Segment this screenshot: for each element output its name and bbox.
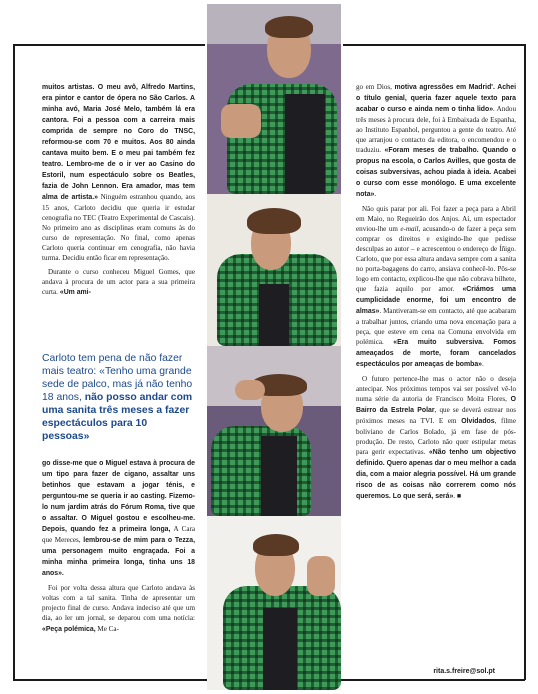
paragraph: Foi por volta dessa altura que Carloto andava às voltas com a tal sanita. Tinha de apresentar um projecto final de curso. Andava indeciso até que um dia, ao ler um jornal, se deparou com uma notícia: «Peça polémica, Me Ca- (42, 584, 195, 633)
right-border (524, 44, 526, 680)
paragraph: muitos artistas. O meu avô, Alfredo Martins, era pintor e cantor de ópera no São Carlos. A minha avó, Maria José Melo, também lá era cantora. Foi a pessoa com a carreira mais comprida de sempre no Coro do TNSC, reformou-se com 70 e muitos. Aos 80 ainda cantava muito bem. E o meu pai também fez teatro. Lembro-me de o ir ver ao Casino do Estoril, num espectáculo sobre os Beatles, fazia de John Lennon. Era amador, mas tem alma de artista.» Ninguém estranhou quando, aos 15 anos, Carloto decidiu que queria ir estudar cenografia no TEC (Teatro Experimental de Cascais). No primeiro ano as disciplinas eram comuns às do curso de representação. No final, como apenas Carloto queria continuar em cenografia, não havia turma. Decidiu então ficar em representação. (42, 84, 195, 262)
photo-3 (207, 346, 341, 516)
author-email[interactable]: rita.s.freire@sol.pt (433, 668, 495, 675)
pull-quote: Carloto tem pena de não fazer mais teatro: «Tenho uma grande sede de palco, mas já não tenho 18 anos, não posso andar com uma sanita três meses a fazer espectáculos para 10 pessoas» (42, 353, 193, 442)
left-column-top (42, 82, 195, 302)
left-border (13, 44, 15, 680)
paragraph: O futuro pertence-lhe mas o actor não o deseja antecipar. Nos próximos tempos vai ser possível vê-lo numa série da autoria de Francisco Moita Flores, O Bairro da Estrela Polar, que se deverá estrear nos próximos meses na TVI. E em Olvidados, filme boliviano de Carlos Bolado, já em fase de pós-produção. De resto, Carloto não quer estipular metas para gerir expectativas. «Não tenho um objectivo definido. Quero apenas dar o meu melhor a cada dia, com a maior alegria possível. Há um grande risco de as coisas não correrem como nós queremos. Lo que será, será». ■ (356, 375, 516, 500)
paragraph: Durante o curso conheceu Miguel Gomes, que andava à procura de um actor para a sua primeira curta. «Um ami- (42, 268, 195, 296)
paragraph: Não quis parar por ali. Foi fazer a peça para a Abril em Maio, no Regueirão dos Anjos. Aí, um espectador enviou-lhe um e-mail, acusando-o de fazer a peça sem comprar os direitos e exigindo-lhe que pedisse desculpas ao autor – e acrescentou o endereço de Íñigo. Carloto, que por essa altura andava sempre com a sanita no porta-bagagens do carro, ansiava conhecê-lo. Pôs-se logo em contacto, explicou-lhe que não cobrava bilhete, que fazia aquilo por amor. «Criámos uma cumplicidade enorme, foi um encontro de almas». Mantiveram-se em contacto, até que acabaram a trabalhar juntos, criando uma nova encenação para a peça, que esteve em cena na Comuna envolvida em polémica. «Era muito subversiva. Fomos ameaçados de morte, foram cancelados espectáculos por ameaças de bomba». (356, 205, 516, 368)
top-border-right (343, 44, 525, 46)
photo-4 (207, 516, 341, 690)
top-border-left (13, 44, 205, 46)
end-mark: ■ (456, 492, 462, 500)
right-column (356, 82, 516, 506)
left-column-bottom (42, 458, 195, 639)
paragraph: go disse-me que o Miguel estava à procura de um tipo para fazer de cigano, assaltar uns betinhos que estavam a jogar ténis, e perguntou-me se queria ir ao casting. Fizemo-lo num jardim atrás do Fórum Roma, tive que o assaltar. O Miguel gostou e escolheu-me. Depois, quando fez a primeira longa, A Cara que Mereces, lembrou-se de mim para o Tezza, uma personagem muito engraçada. Foi a minha minha primeira longa, tinha uns 18 anos». (42, 460, 195, 577)
photo-2 (207, 194, 341, 346)
paragraph: go em Dios, motiva agressões em Madrid'. Achei o título genial, queria fazer aquele texto para acabar o curso e ainda nem o tinha lido». Andou três meses à procura dele, foi à Embaixada de Espanha, ao Instituto Espanhol, perguntou a gente do teatro. Até que arranjou o contacto da editora, o encomendou e o traduziu. «Foram meses de trabalho. Quando o propus na escola, o Carlos Avilles, que gosta de coisas subversivas, achou piada à ideia. Acabei o curso com esse monólogo. E uma excelente nota». (356, 83, 516, 198)
photo-1 (207, 4, 341, 194)
